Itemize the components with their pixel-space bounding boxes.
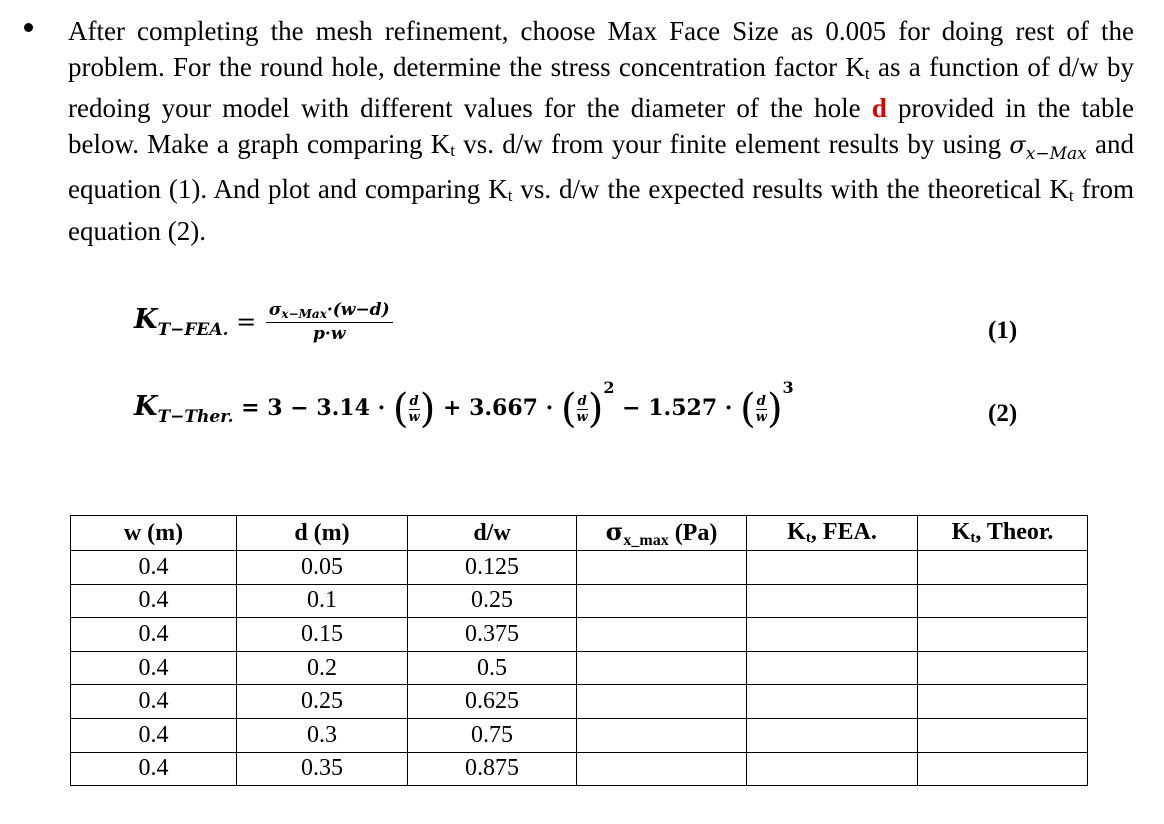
highlighted-variable: d (871, 93, 887, 123)
cell-sigma[interactable] (577, 618, 747, 652)
kt-theor-label: , Theor. (975, 519, 1054, 545)
sigma-symbol: σ (605, 516, 624, 546)
cell-sigma[interactable] (577, 551, 747, 585)
kt-subscript: t (970, 530, 976, 546)
subscript: t (450, 140, 455, 160)
cell-kt-fea[interactable] (747, 752, 918, 786)
sigma-symbol: σ (1009, 130, 1026, 159)
eq2-k-subscript: T−Ther. (157, 407, 234, 427)
paragraph-text: vs. d/w the expected results with the theoretical K (512, 174, 1069, 204)
cell-kt-fea[interactable] (747, 718, 918, 752)
subscript: t (1068, 186, 1074, 205)
dw-fraction (409, 394, 420, 425)
cell-dw: 0.125 (408, 551, 577, 585)
cell-kt-fea[interactable] (747, 651, 918, 685)
open-paren: ( (560, 386, 577, 432)
subscript: t (864, 63, 870, 83)
cell-w: 0.4 (71, 752, 237, 786)
fraction-numerator: d (577, 393, 587, 409)
exponent-3: 3 (782, 378, 794, 397)
cell-dw: 0.875 (408, 752, 577, 786)
cell-sigma[interactable] (577, 651, 747, 685)
cell-d: 0.05 (237, 551, 408, 585)
equation-2-number: (2) (988, 400, 1018, 427)
header-w: w (m) (71, 516, 237, 551)
header-dw: d/w (408, 516, 577, 551)
cell-kt-theor[interactable] (918, 651, 1088, 685)
cell-kt-theor[interactable] (918, 752, 1088, 786)
kt-fea-label: , FEA. (810, 519, 877, 545)
paragraph-text: as a function of d/w by redoing your model with different values for the diameter of the hole (68, 51, 1134, 123)
cell-w: 0.4 (71, 584, 237, 618)
cell-w: 0.4 (71, 651, 237, 685)
cell-w: 0.4 (71, 685, 237, 719)
eq1-denominator: p·w (313, 324, 346, 344)
cell-dw: 0.25 (408, 584, 577, 618)
cell-w: 0.4 (71, 618, 237, 652)
equals-sign: = (228, 308, 264, 336)
cell-d: 0.3 (237, 718, 408, 752)
header-d: d (m) (237, 516, 408, 551)
sigma-unit: (Pa) (668, 519, 718, 546)
eq2-term: + 3.667 · (435, 395, 561, 421)
close-paren: ) (766, 386, 783, 432)
cell-d: 0.2 (237, 651, 408, 685)
cell-d: 0.15 (237, 618, 408, 652)
cell-sigma[interactable] (577, 718, 747, 752)
cell-kt-fea[interactable] (747, 551, 918, 585)
cell-d: 0.35 (237, 752, 408, 786)
close-paren: ) (587, 386, 604, 432)
cell-kt-theor[interactable] (918, 685, 1088, 719)
table-row (71, 551, 1088, 585)
paragraph-text: from equation (2). (68, 174, 1134, 246)
table-header-row (71, 516, 1088, 551)
cell-sigma[interactable] (577, 584, 747, 618)
header-sigma (577, 516, 747, 551)
cell-kt-fea[interactable] (747, 618, 918, 652)
table-row (71, 685, 1088, 719)
eq2-term: = 3 − 3.14 · (233, 395, 393, 421)
paragraph-text: vs. d/w from your finite element results by using (454, 128, 1010, 159)
equation-1-number: (1) (988, 317, 1018, 344)
cell-kt-theor[interactable] (918, 584, 1088, 618)
paragraph-text: provided in the table below. Make a graph comparing K (68, 93, 1134, 159)
open-paren: ( (740, 386, 756, 432)
fraction-numerator: d (409, 393, 419, 409)
subscript: t (507, 186, 513, 205)
fraction-numerator: d (756, 393, 766, 409)
cell-d: 0.25 (237, 685, 408, 719)
cell-sigma[interactable] (577, 685, 747, 719)
cell-dw: 0.375 (408, 618, 577, 652)
kt-symbol: K (787, 519, 806, 545)
fraction-denominator: w (576, 409, 588, 425)
table-row (71, 618, 1088, 652)
results-table (70, 515, 1088, 786)
dw-fraction (577, 394, 588, 425)
table-body (71, 551, 1088, 786)
table-row (71, 752, 1088, 786)
eq2-term: − 1.527 · (614, 395, 741, 421)
exponent-2: 2 (603, 378, 615, 397)
cell-w: 0.4 (71, 551, 237, 585)
cell-kt-fea[interactable] (747, 685, 918, 719)
cell-sigma[interactable] (577, 752, 747, 786)
eq1-k-subscript: T−FEA. (157, 320, 229, 340)
paragraph-text: and equation (1). And plot and comparing K (68, 128, 1135, 204)
cell-d: 0.1 (237, 584, 408, 618)
eq1-sigma: σ (268, 300, 282, 320)
cell-kt-theor[interactable] (918, 718, 1088, 752)
cell-dw: 0.625 (408, 685, 577, 719)
equation-2 (134, 378, 794, 432)
eq1-k: K (134, 304, 158, 335)
kt-symbol: K (951, 519, 971, 545)
eq1-sigma-subscript: x−Max (281, 307, 327, 321)
open-paren: ( (392, 386, 409, 432)
sigma-subscript: x_max (623, 531, 669, 549)
cell-kt-fea[interactable] (747, 584, 918, 618)
equation-1 (134, 300, 395, 344)
cell-kt-theor[interactable] (918, 551, 1088, 585)
bullet-point (24, 23, 33, 32)
cell-w: 0.4 (71, 718, 237, 752)
subscript: x−Max (1025, 143, 1087, 164)
close-paren: ) (419, 386, 436, 432)
paragraph-text: After completing the mesh refinement, choose Max Face Size as 0.005 for doing rest of the problem. For the round hole, determine the stress concentration factor K (68, 16, 1134, 82)
kt-subscript: t (805, 530, 811, 546)
header-kt-theor (918, 516, 1088, 551)
eq1-numerator-rest: ·(w−d) (326, 300, 390, 320)
cell-dw: 0.5 (408, 651, 577, 685)
table-row (71, 718, 1088, 752)
cell-kt-theor[interactable] (918, 618, 1088, 652)
instruction-paragraph (68, 14, 1134, 249)
header-kt-fea (747, 516, 918, 551)
fraction-denominator: w (408, 409, 420, 425)
eq1-fraction (266, 300, 393, 344)
table-row (71, 584, 1088, 618)
cell-dw: 0.75 (408, 718, 577, 752)
table-row (71, 651, 1088, 685)
dw-fraction (756, 394, 767, 425)
fraction-denominator: w (755, 409, 767, 425)
eq2-k: K (134, 391, 158, 422)
